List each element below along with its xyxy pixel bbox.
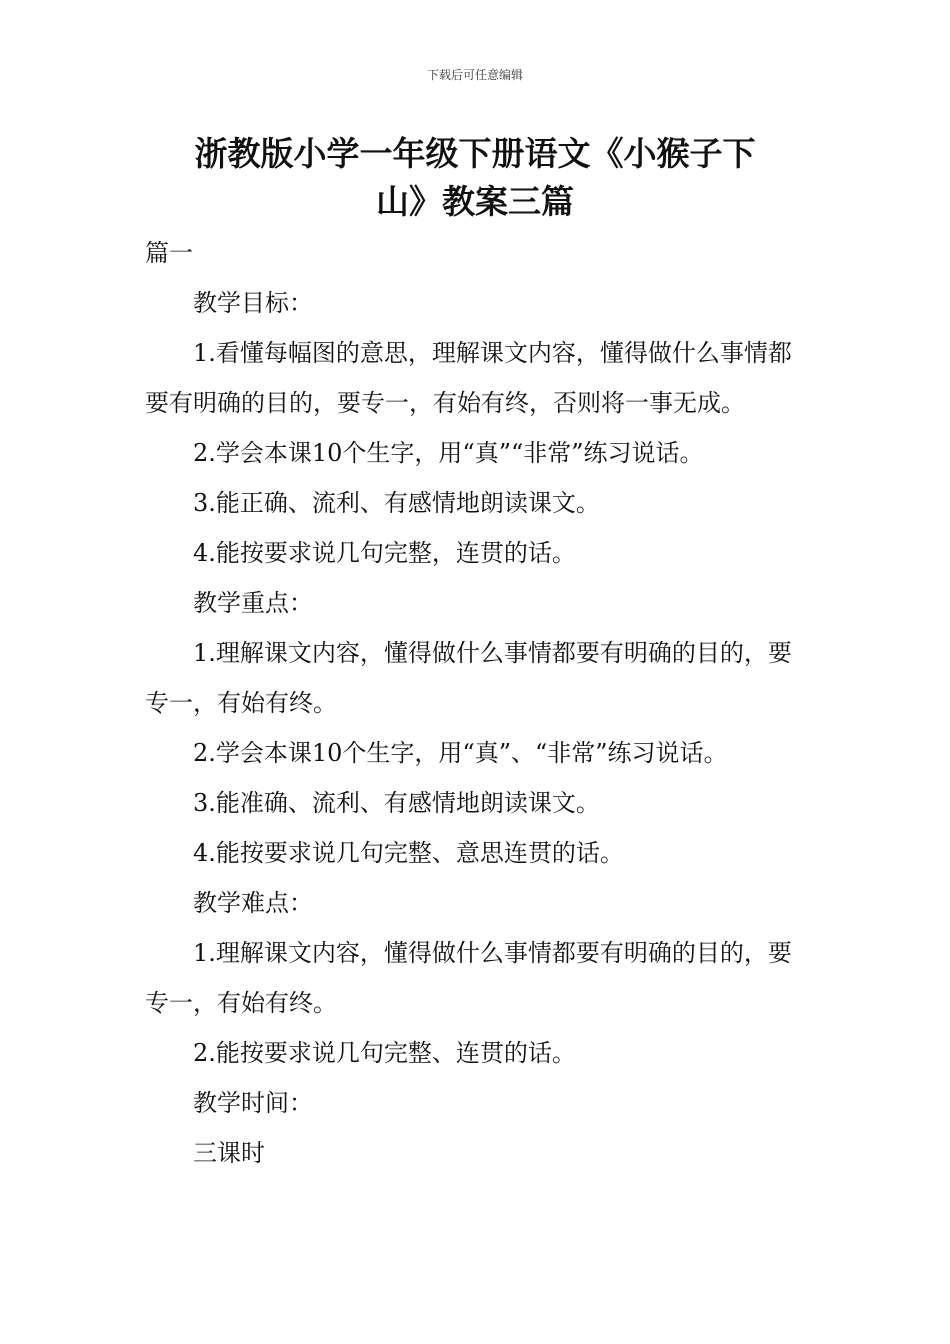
objective-item-2: 2.学会本课10个生字，用“真”“非常”练习说话。	[193, 439, 704, 467]
objective-item-4: 4.能按要求说几句完整，连贯的话。	[193, 539, 576, 567]
time-value: 三课时	[193, 1139, 265, 1167]
key-point-item-2: 2.学会本课10个生字，用“真”、“非常”练习说话。	[193, 739, 728, 767]
document-title-line-2: 山》教案三篇	[376, 182, 574, 221]
section-label: 篇一	[145, 239, 193, 267]
document-title	[150, 130, 800, 226]
difficulty-item-1: 1.理解课文内容，懂得做什么事情都要有明确的目的，要专一，有始有终。	[145, 939, 792, 1017]
key-point-item-3: 3.能准确、流利、有感情地朗读课文。	[193, 789, 600, 817]
key-point-item-4: 4.能按要求说几句完整、意思连贯的话。	[193, 839, 624, 867]
objective-item-3: 3.能正确、流利、有感情地朗读课文。	[193, 489, 600, 517]
document-title-line-1: 浙教版小学一年级下册语文《小猴子下	[194, 134, 756, 173]
key-point-item-1: 1.理解课文内容，懂得做什么事情都要有明确的目的，要专一，有始有终。	[145, 639, 792, 717]
page-header-note: 下载后可任意编辑	[426, 68, 523, 82]
difficulties-heading: 教学难点：	[193, 889, 313, 917]
objective-item-1: 1.看懂每幅图的意思，理解课文内容，懂得做什么事情都要有明确的目的，要专一，有始有终，否则将一事无成。	[145, 339, 792, 417]
time-heading: 教学时间：	[193, 1089, 313, 1117]
key-points-heading: 教学重点：	[193, 589, 313, 617]
objectives-heading: 教学目标：	[193, 289, 313, 317]
document-body	[145, 228, 813, 1178]
difficulty-item-2: 2.能按要求说几句完整、连贯的话。	[193, 1039, 576, 1067]
